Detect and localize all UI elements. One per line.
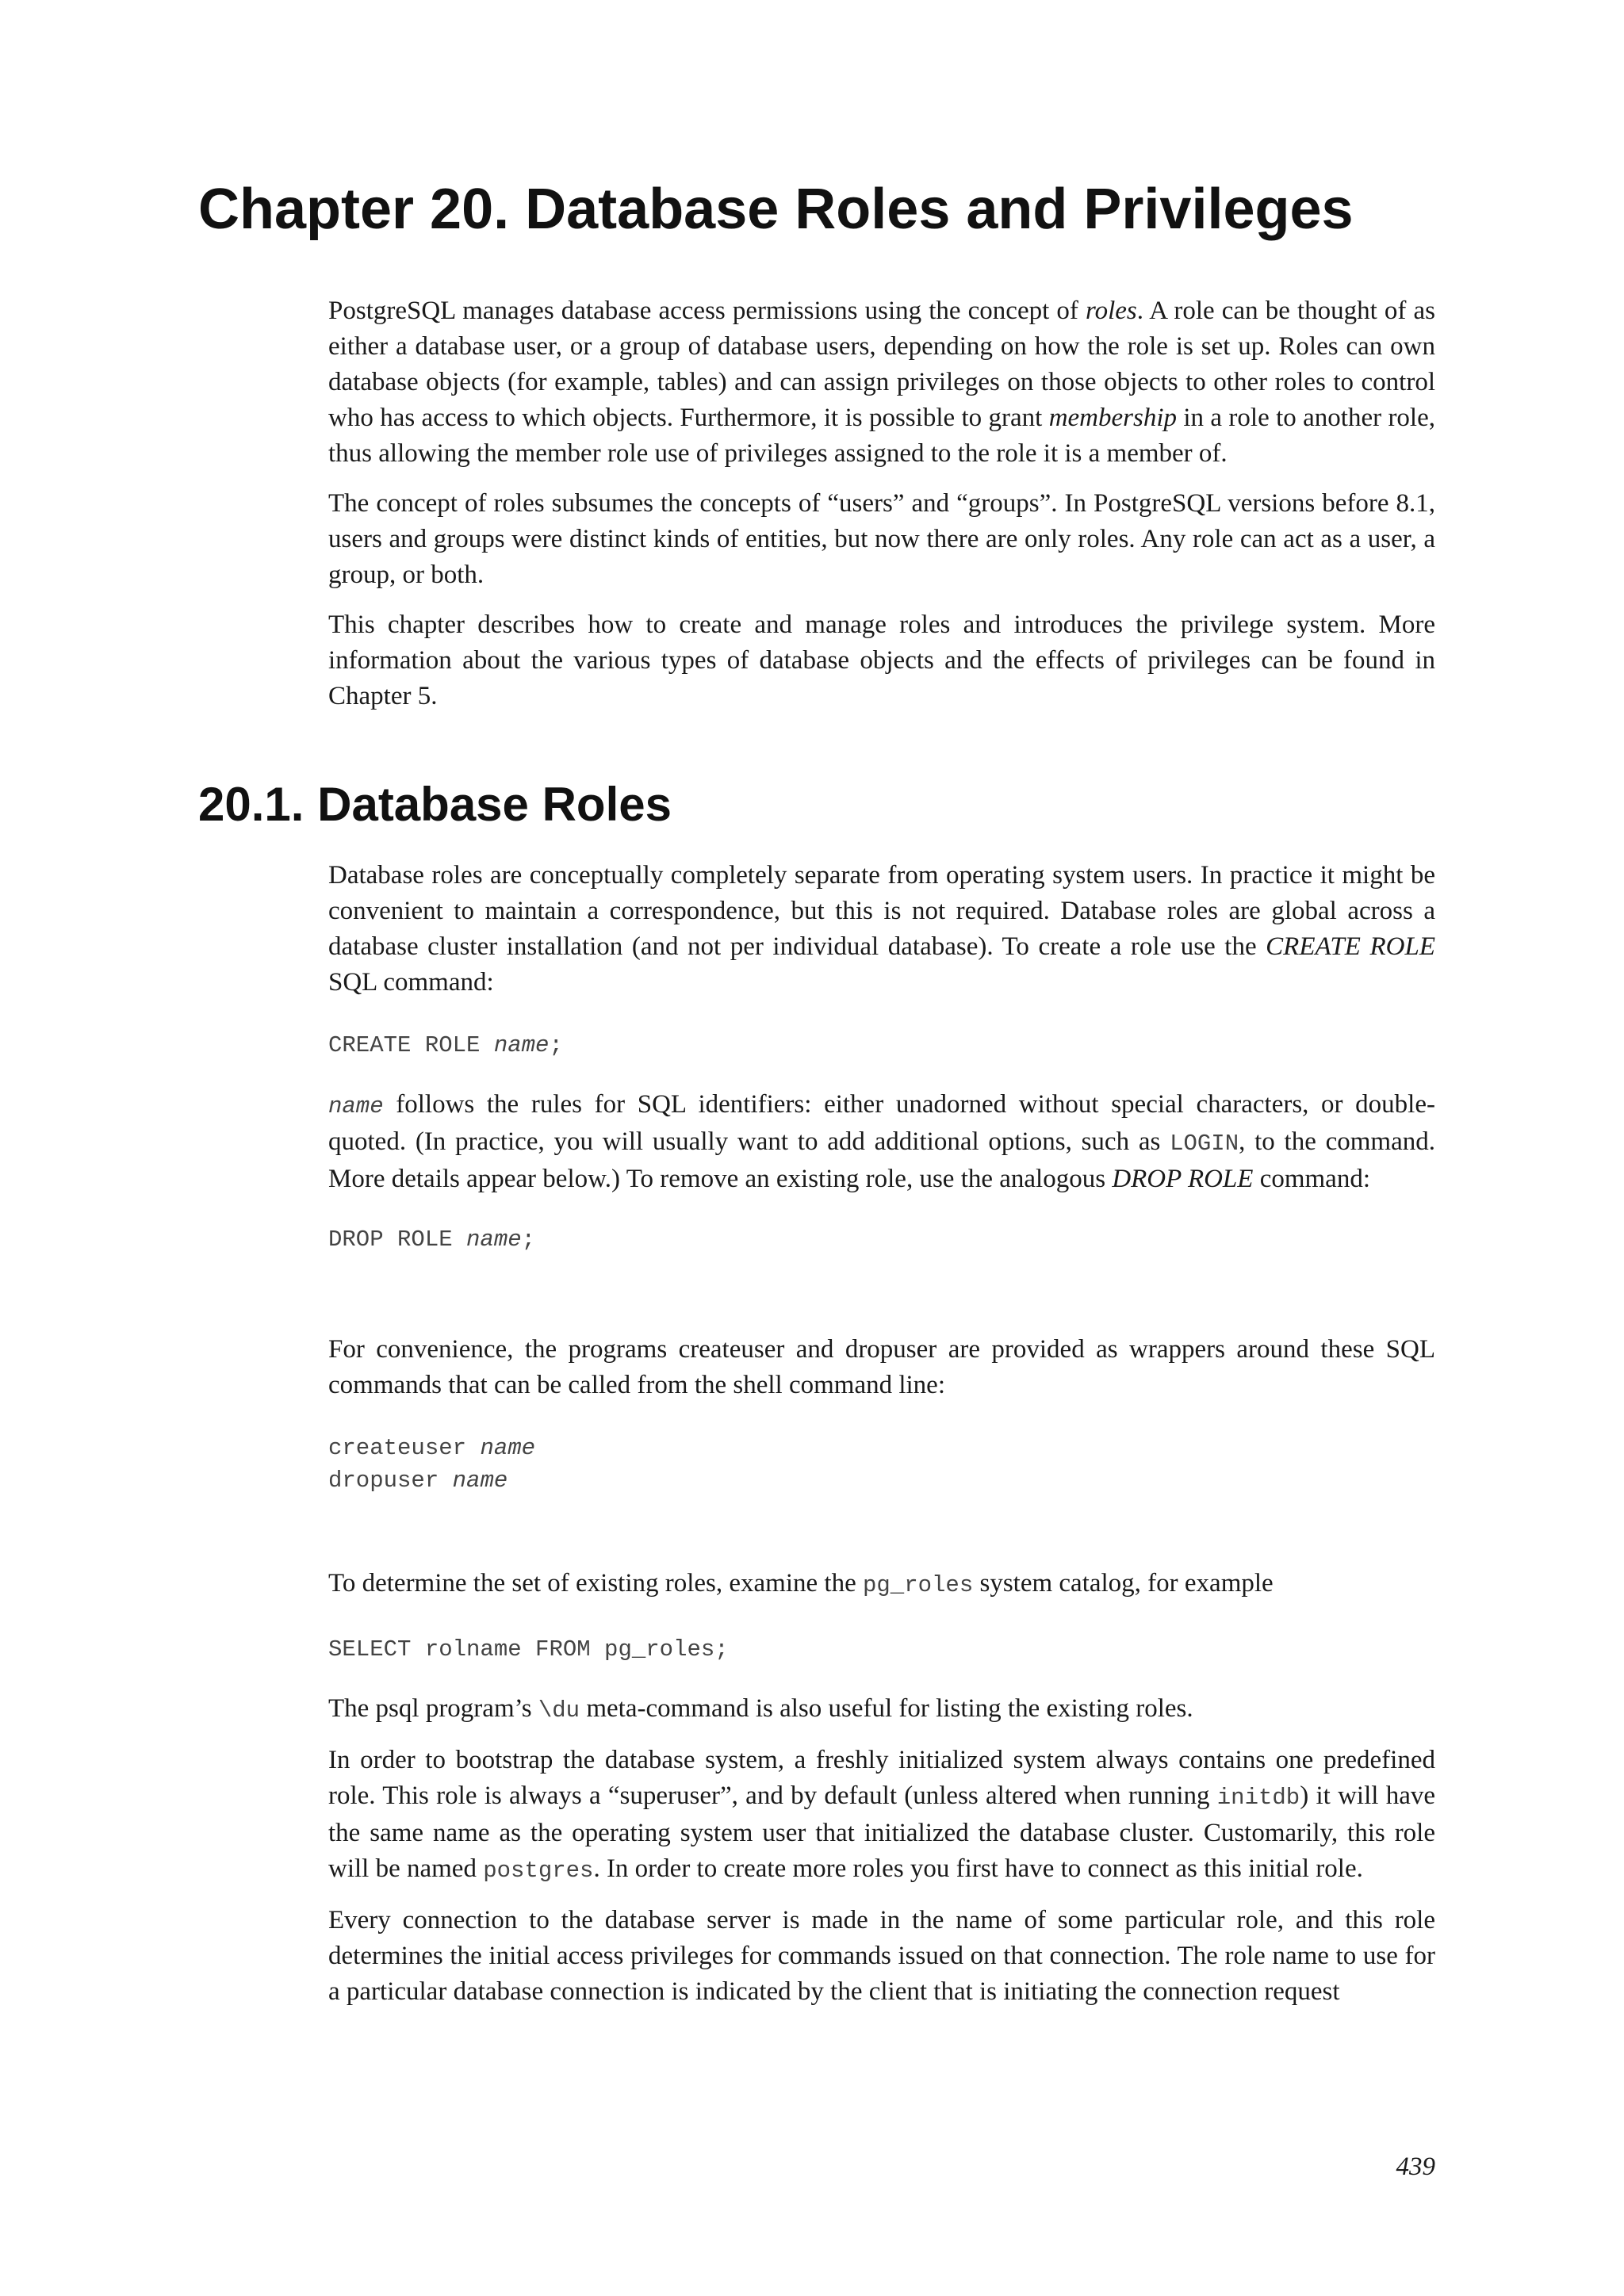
command-drop-role: DROP ROLE — [1112, 1165, 1254, 1193]
inline-code-name: name — [328, 1093, 384, 1119]
page-number: 439 — [1396, 2152, 1435, 2181]
text: The psql program’s — [328, 1694, 538, 1723]
code-placeholder: name — [493, 1032, 550, 1058]
text: To determine the set of existing roles, examine the — [328, 1569, 863, 1598]
section-paragraph-2 — [328, 1087, 1435, 1197]
text: ) it will have the same name as the operating system user that initialized the database cluster. Customarily, this role will be named — [328, 1781, 1435, 1883]
term-membership: membership — [1048, 404, 1178, 432]
intro-paragraph-2: The concept of roles subsumes the concepts of “users” and “groups”. In PostgreSQL versions before 8.1, users and groups were distinct kinds of entities, but now there are only roles. Any role can act as a user, a group, or both. — [328, 489, 1435, 589]
code-shell-commands — [328, 1432, 535, 1497]
section-tail-block — [328, 1691, 1435, 2024]
section-paragraph-6 — [328, 1743, 1435, 1888]
code-semicolon: ; — [521, 1226, 536, 1253]
intro-paragraph-3: This chapter describes how to create and manage roles and introduces the privilege system. More information about the various types of database objects and the effects of privileges can be found in Chapter 5. — [328, 610, 1435, 710]
section-paragraph-4-block — [328, 1566, 1435, 1617]
code-keyword: dropuser — [328, 1468, 453, 1494]
chapter-title: Chapter 20. Database Roles and Privileges — [198, 178, 1354, 241]
text: , to the command. More details appear below.) To remove an existing role, use the analogous — [328, 1127, 1435, 1193]
section-paragraph-7: Every connection to the database server is made in the name of some particular role, and this role determines the initial access privileges for commands issued on that connection. The role name to use for a particular database connection is indicated by the client that is initiating the connection request — [328, 1906, 1435, 2006]
section-paragraph-5 — [328, 1691, 1435, 1728]
code-keyword: createuser — [328, 1435, 481, 1461]
text: system catalog, for example — [973, 1569, 1274, 1598]
code-placeholder: name — [452, 1468, 508, 1494]
inline-code-du: \du — [538, 1697, 580, 1724]
code-create-role — [328, 1029, 563, 1062]
section-paragraph-1 — [328, 858, 1435, 1001]
code-placeholder: name — [480, 1435, 536, 1461]
code-drop-role — [328, 1223, 535, 1256]
section-paragraph-3: For convenience, the programs createuser and dropuser are provided as wrappers around these SQL commands that can be called from the shell command line: — [328, 1335, 1435, 1399]
text: . A role can be thought of as either a database user, or a group of database users, depending on how the role is set up. Roles can own database objects (for example, tables) and can assign privileges on those objects to other roles to control who has access to which objects. Furthermore, it is possible to grant — [328, 297, 1435, 432]
intro-paragraph-1 — [328, 293, 1435, 472]
text: command: — [1253, 1165, 1371, 1193]
text: . In order to create more roles you first have to connect as this initial role. — [593, 1854, 1363, 1883]
inline-code-pg-roles: pg_roles — [863, 1572, 974, 1598]
section-title: 20.1. Database Roles — [198, 778, 672, 831]
term-roles: roles — [1085, 297, 1137, 325]
text: meta-command is also useful for listing the existing roles. — [580, 1694, 1193, 1723]
code-semicolon: ; — [549, 1032, 563, 1058]
inline-code-login: LOGIN — [1170, 1131, 1239, 1157]
code-keyword: CREATE ROLE — [328, 1032, 494, 1058]
code-select-roles: SELECT rolname FROM pg_roles; — [328, 1636, 729, 1663]
section-paragraph-1-block — [328, 858, 1435, 1015]
code-keyword: DROP ROLE — [328, 1226, 467, 1253]
text: PostgreSQL manages database access permissions using the concept of — [328, 297, 1086, 325]
text: In order to bootstrap the database system, a freshly initialized system always contains one predefined role. This role is always a “superuser”, and by default (unless altered when running — [328, 1746, 1435, 1810]
section-paragraph-3-block — [328, 1332, 1435, 1418]
text: SQL command: — [328, 968, 494, 997]
inline-code-postgres: postgres — [483, 1858, 594, 1884]
text: follows the rules for SQL identifiers: either unadorned without special characters, or double-quoted. (In practice, you will usually want to add additional options, such as — [328, 1090, 1435, 1156]
section-paragraph-4 — [328, 1566, 1435, 1603]
inline-code-initdb: initdb — [1216, 1785, 1300, 1811]
section-paragraph-2-block — [328, 1087, 1435, 1211]
intro-block — [328, 293, 1435, 729]
text: Database roles are conceptually completely separate from operating system users. In practice it might be convenient to maintain a correspondence, but this is not required. Database roles are global across a database cluster installation (and not per individual database). To create a role use the — [328, 861, 1435, 961]
command-create-role: CREATE ROLE — [1266, 932, 1435, 961]
code-placeholder: name — [466, 1226, 522, 1253]
text: in a role to another role, thus allowing the member role use of privileges assigned to the role it is a member of. — [328, 404, 1435, 468]
